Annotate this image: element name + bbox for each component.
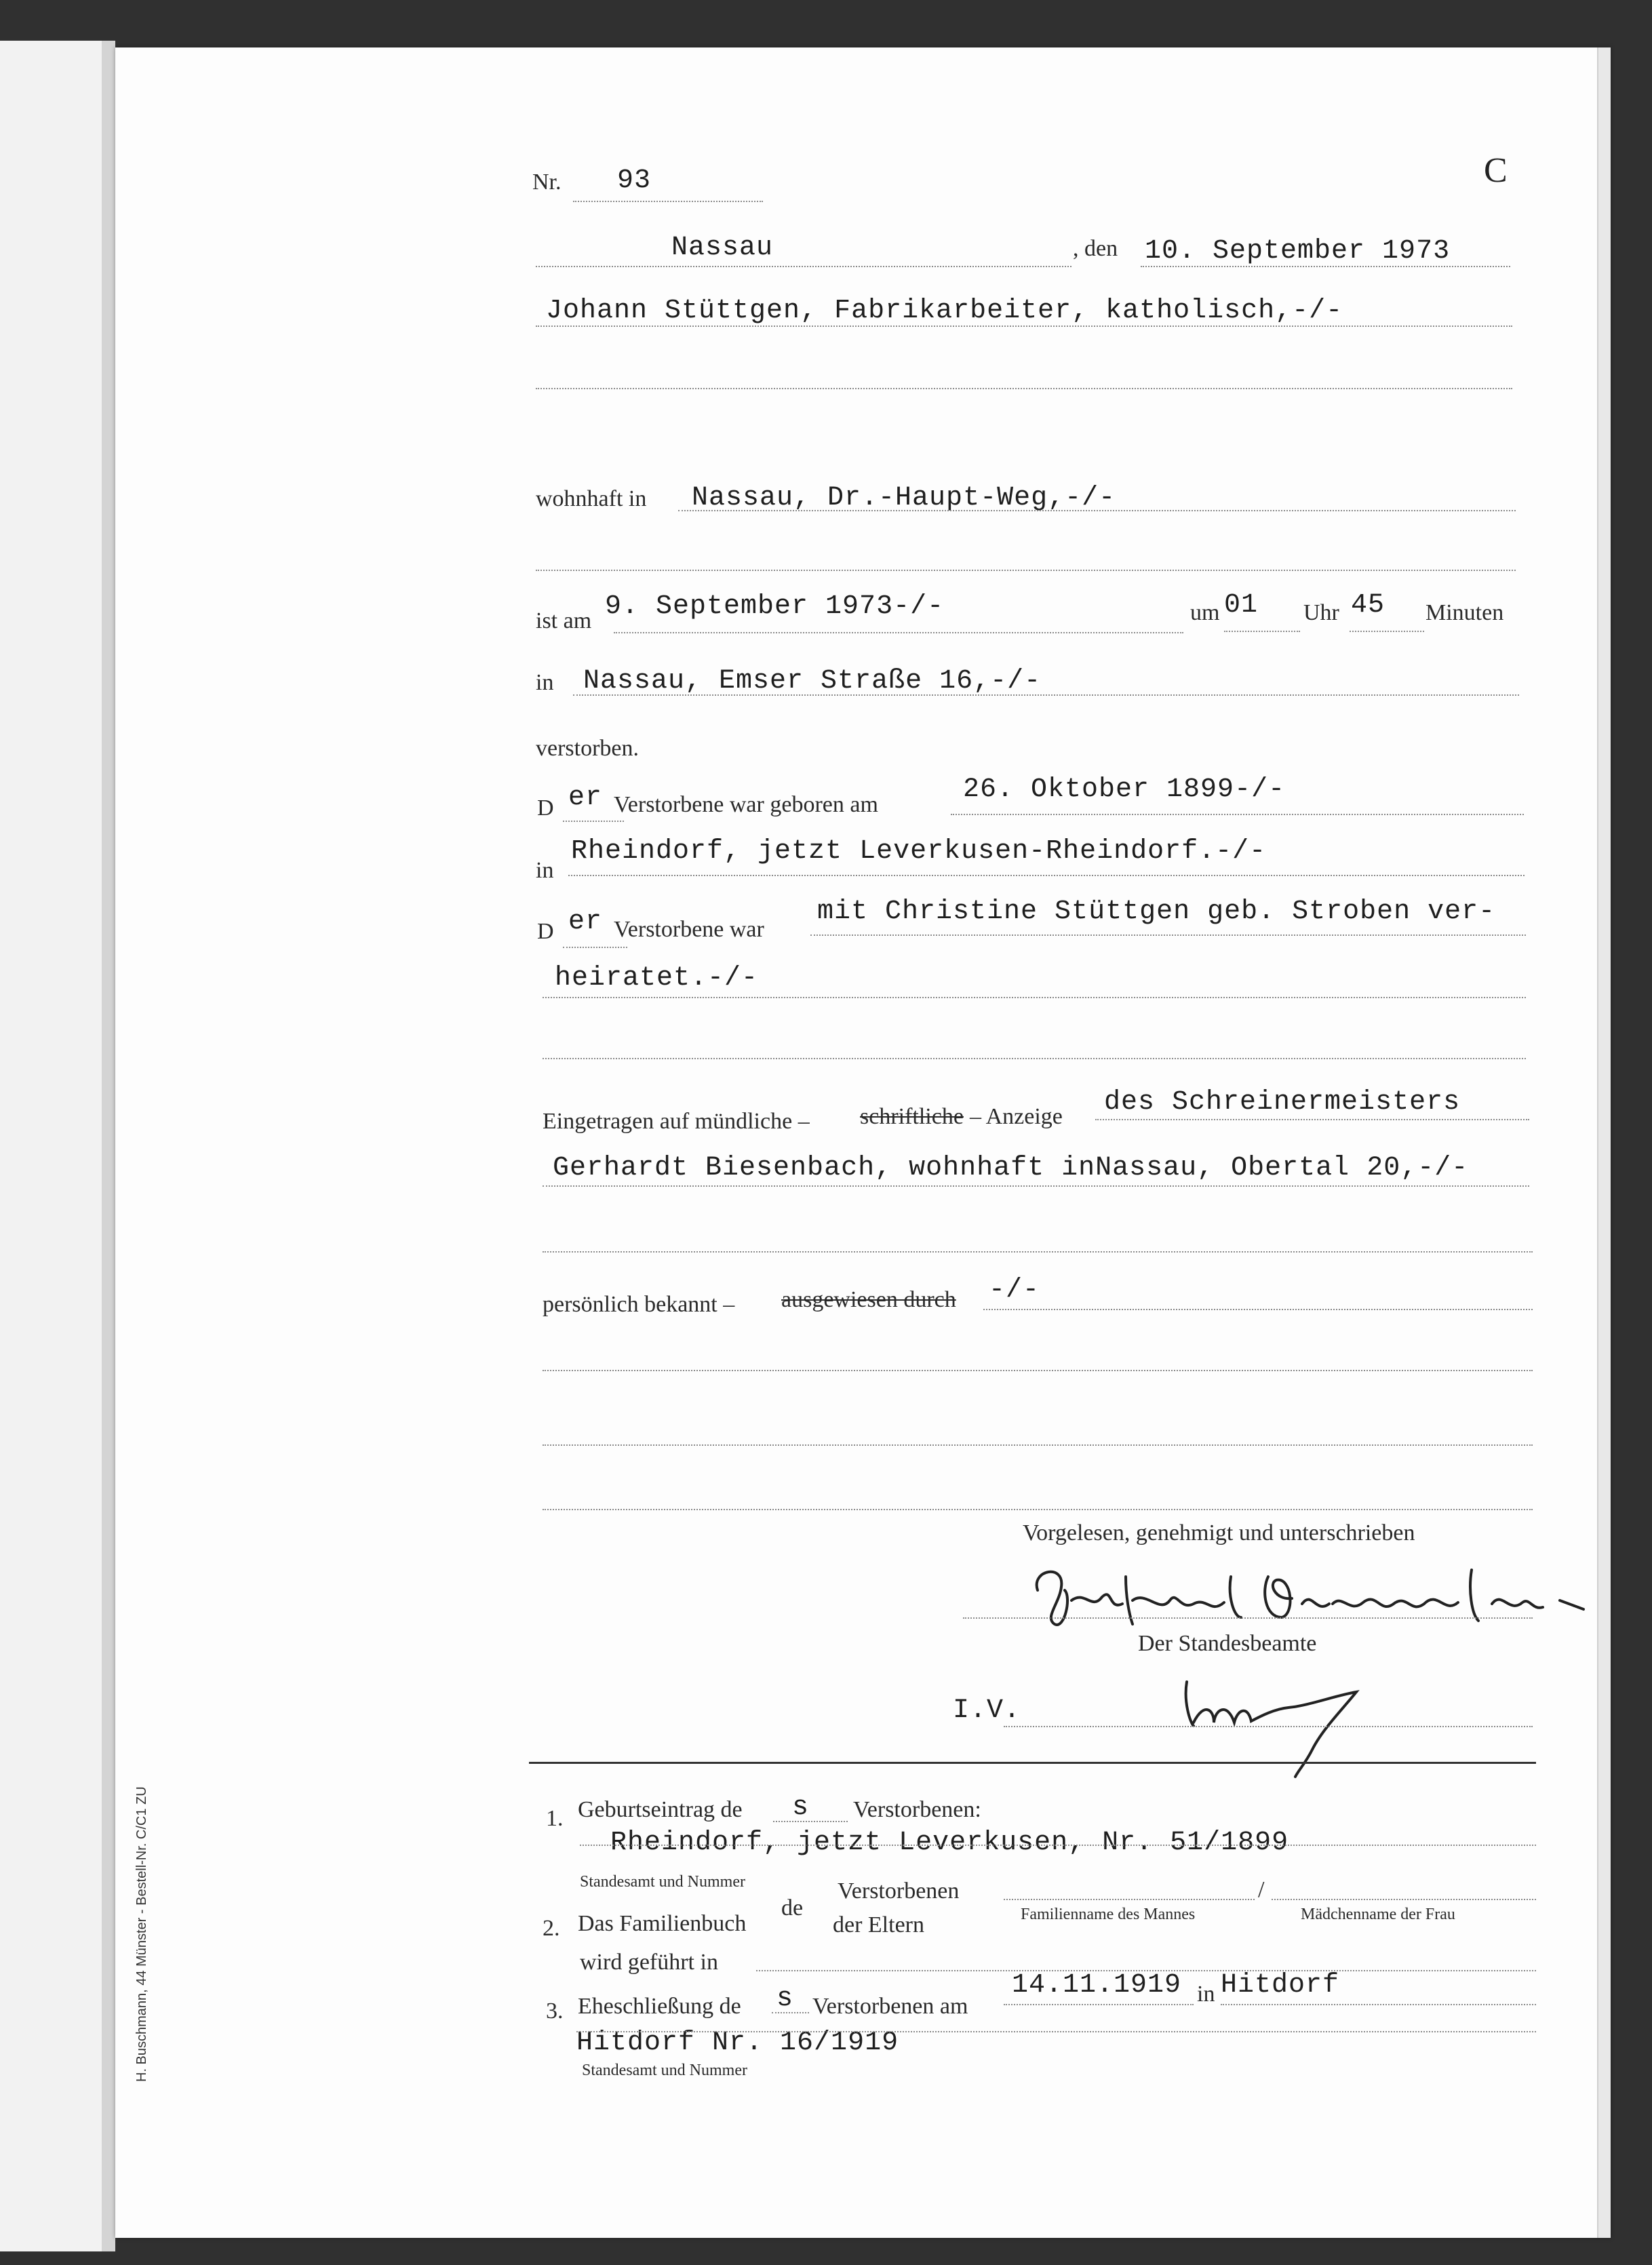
- uhr-label: Uhr: [1303, 600, 1339, 625]
- husband-line: [1004, 1899, 1255, 1900]
- item3-in: in: [1197, 1982, 1215, 2007]
- known-value: -/-: [989, 1275, 1040, 1305]
- um-label: um: [1190, 600, 1220, 625]
- known-struck: ausgewiesen durch: [781, 1287, 956, 1312]
- hour-line: [1224, 631, 1300, 632]
- informant-signature: [1024, 1550, 1594, 1644]
- married-line1-rule: [810, 934, 1526, 936]
- birth-in-label: in: [536, 858, 554, 883]
- item3-date: 14.11.1919: [1012, 1970, 1182, 2001]
- read-label: Vorgelesen, genehmigt und unterschrieben: [1023, 1520, 1415, 1545]
- item3-date-line: [1004, 2004, 1194, 2005]
- nr-line: [573, 201, 763, 202]
- married-label: Verstorbene war: [614, 917, 764, 942]
- item1-value: Rheindorf, jetzt Leverkusen, Nr. 51/1899: [610, 1828, 1289, 1858]
- date-line: [1141, 266, 1510, 267]
- item2-de: de: [781, 1895, 804, 1921]
- blank-line-5: [543, 1370, 1533, 1371]
- known-label: persönlich bekannt –: [543, 1292, 735, 1317]
- form-letter: C: [1484, 151, 1508, 190]
- page-edge: [1597, 47, 1611, 2238]
- blank-line-3: [543, 1058, 1526, 1059]
- item1-num: 1.: [546, 1806, 564, 1831]
- footer-separator: [529, 1762, 1536, 1764]
- minuten-label: Minuten: [1425, 600, 1504, 625]
- item2-opt2: der Eltern: [833, 1912, 924, 1937]
- item2-label: Das Familienbuch: [578, 1911, 747, 1936]
- informant-signature-line: [963, 1617, 1533, 1619]
- birth-place-line: [568, 875, 1525, 876]
- married-line2-rule: [543, 997, 1526, 998]
- informant-line2: Gerhardt Biesenbach, wohnhaft inNassau, Obertal 20,-/-: [553, 1153, 1469, 1183]
- known-line: [983, 1309, 1533, 1310]
- er2-suffix: er: [568, 907, 603, 937]
- death-date-value: 9. September 1973-/-: [605, 591, 945, 622]
- wohnhaft-label: wohnhaft in: [536, 486, 647, 511]
- married-line1: mit Christine Stüttgen geb. Stroben ver-: [817, 897, 1496, 927]
- item3-suffix-line: [772, 2012, 809, 2013]
- person-value: Johann Stüttgen, Fabrikarbeiter, katholisch,-/-: [546, 296, 1343, 326]
- birth-place-value: Rheindorf, jetzt Leverkusen-Rheindorf.-/-: [571, 836, 1267, 867]
- item3-label2: Verstorbenen am: [812, 1994, 968, 2019]
- informant-line2-rule: [543, 1185, 1529, 1187]
- death-date-line: [614, 632, 1183, 633]
- nr-label: Nr.: [532, 170, 562, 195]
- item3-num: 3.: [546, 1998, 564, 2024]
- item1-value-line: [580, 1845, 1536, 1846]
- iv-label: I.V.: [953, 1695, 1021, 1726]
- residence-value: Nassau, Dr.-Haupt-Weg,-/-: [692, 483, 1116, 513]
- item1-suffix-line: [773, 1821, 848, 1822]
- item2-opt1: Verstorbenen: [838, 1878, 960, 1904]
- item3-place-line: [1221, 2004, 1536, 2005]
- d2-label: D: [537, 919, 554, 944]
- entered-label: Eingetragen auf mündliche –: [543, 1109, 810, 1134]
- born-label: Verstorbene war geboren am: [614, 792, 878, 817]
- item3-value-line: [576, 2031, 1536, 2032]
- married-line2: heiratet.-/-: [555, 963, 759, 993]
- date-value: 10. September 1973: [1145, 236, 1451, 267]
- blank-line-4: [543, 1251, 1533, 1253]
- nr-value: 93: [617, 165, 652, 196]
- place-value: Nassau: [671, 233, 774, 263]
- book-gutter: [102, 41, 115, 2251]
- registrar-label: Der Standesbeamte: [1138, 1631, 1317, 1656]
- item3-label: Eheschließung de: [578, 1994, 741, 2019]
- in-label: in: [536, 670, 554, 695]
- birth-date-value: 26. Oktober 1899-/-: [963, 774, 1286, 805]
- item3-value: Hitdorf Nr. 16/1919: [576, 2028, 899, 2058]
- item2-label2: wird geführt in: [580, 1950, 718, 1975]
- entered-struck: schriftliche: [860, 1104, 964, 1129]
- death-place-value: Nassau, Emser Straße 16,-/-: [583, 666, 1042, 696]
- informant-line1: des Schreinermeisters: [1104, 1087, 1461, 1118]
- ist-am-label: ist am: [536, 608, 592, 633]
- item3-caption: Standesamt und Nummer: [582, 2062, 747, 2079]
- verstorben-label: verstorben.: [536, 736, 640, 761]
- wife-line: [1272, 1899, 1536, 1900]
- item1-suffix: s: [792, 1792, 810, 1823]
- informant-line1-rule: [1095, 1119, 1529, 1120]
- entered-label2: – Anzeige: [970, 1104, 1063, 1129]
- er2-line: [563, 947, 627, 948]
- minutes-line: [1350, 631, 1424, 632]
- death-place-line: [573, 694, 1519, 696]
- d-label: D: [537, 795, 554, 821]
- item1-caption: Standesamt und Nummer: [580, 1873, 745, 1891]
- residence-line: [678, 510, 1516, 511]
- blank-line-7: [543, 1509, 1533, 1510]
- item1-label2: Verstorbenen:: [853, 1797, 981, 1822]
- item3-suffix: s: [776, 1984, 794, 2014]
- er-suffix: er: [568, 783, 603, 813]
- item2-wife: Mädchenname der Frau: [1301, 1906, 1455, 1923]
- blank-line-6: [543, 1444, 1533, 1446]
- minutes-value: 45: [1351, 590, 1385, 621]
- item2-husband: Familienname des Mannes: [1021, 1906, 1196, 1923]
- registrar-signature-line: [1004, 1726, 1533, 1727]
- person-line: [536, 326, 1512, 327]
- er-line: [563, 821, 624, 822]
- birth-date-line: [951, 814, 1524, 815]
- blank-line-1: [536, 388, 1512, 389]
- printer-imprint: H. Buschmann, 44 Münster - Bestell-Nr. C/C1 ZU: [134, 1786, 149, 2082]
- hour-value: 01: [1224, 590, 1259, 621]
- place-line: [536, 266, 1071, 267]
- item3-place: Hitdorf: [1221, 1970, 1340, 2001]
- den-label: , den: [1073, 236, 1118, 261]
- item2-num: 2.: [543, 1916, 560, 1941]
- left-facing-page: [0, 41, 110, 2251]
- item1-label: Geburtseintrag de: [578, 1797, 743, 1822]
- blank-line-2: [536, 570, 1516, 571]
- item2-slash: /: [1258, 1877, 1265, 1902]
